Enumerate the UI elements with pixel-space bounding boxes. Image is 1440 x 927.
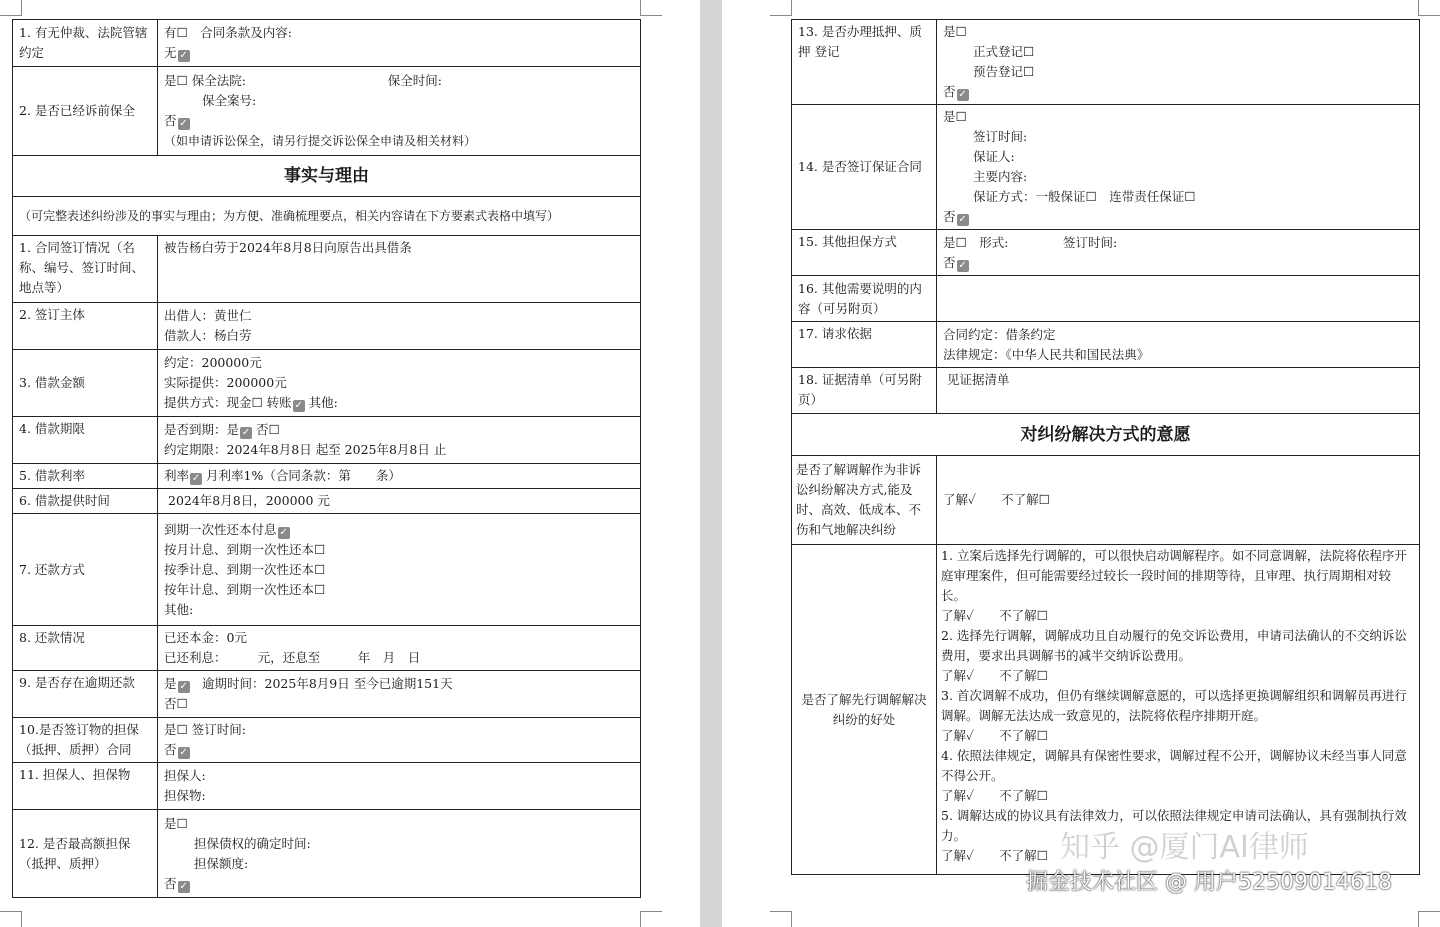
row-label: 5. 借款利率 <box>13 464 158 489</box>
checkbox-checked-icon[interactable]: ✓ <box>191 473 201 484</box>
row-label: 7. 还款方式 <box>13 514 158 626</box>
table-row <box>13 197 641 236</box>
row-label: 15. 其他担保方式 <box>792 230 937 276</box>
table-row <box>792 456 1420 545</box>
table-row: 15. 其他担保方式 是☐ 形式: 签订时间: 否 ✓ <box>792 230 1420 276</box>
checkbox-checked-icon[interactable]: ✓ <box>179 880 188 892</box>
row-label: 12. 是否最高额担保（抵押、质押） <box>13 810 158 898</box>
empty-cell <box>937 276 1420 322</box>
row-label: 1. 合同签订情况（名称、编号、签订时间、地点等） <box>13 236 158 303</box>
checkbox-checked-icon[interactable]: ✓ <box>179 747 188 758</box>
table-row: 1. 有无仲裁、法院管辖约定 有☐ 合同条款及内容: 无 ✓ <box>13 20 641 67</box>
row-label: 13. 是否办理抵押、质押 登记 <box>792 20 937 105</box>
row-label: 6. 借款提供时间 <box>13 489 158 514</box>
row-label: 4. 借款期限 <box>13 417 158 464</box>
table-row: 9. 是否存在逾期还款 是 ✓ 逾期时间：2025年8月9日 至今已逾期151天 否☐ <box>13 671 641 718</box>
section-title: 事实与理由 <box>13 156 641 197</box>
complaint-table-left <box>12 19 641 898</box>
table-row <box>13 236 641 303</box>
row-label: 2. 签订主体 <box>13 303 158 350</box>
row-label: 2. 是否已经诉前保全 <box>13 67 158 156</box>
checkbox-checked-icon[interactable]: ✓ <box>958 89 967 100</box>
table-row: 7. 还款方式 到期一次性还本付息 ✓ 按月计息、到期一次性还本☐ 按季计息、到期一次性还本☐ 按年计息、到期一次性还本☐ 其他: <box>13 514 641 626</box>
table-row <box>792 414 1420 456</box>
row-label: 16. 其他需要说明的内容（可另附页） <box>792 276 937 322</box>
table-row: 17. 请求依据 合同约定：借条约定 法律规定：《中华人民共和国民法典》 <box>792 322 1420 368</box>
left-page <box>0 0 700 927</box>
right-page <box>722 0 1440 927</box>
row-label: 1. 有无仲裁、法院管辖约定 <box>13 20 158 67</box>
checkbox-checked-icon[interactable]: ✓ <box>279 526 288 538</box>
table-row: 3. 借款金额 约定：200000元 实际提供：200000元 提供方式：现金☐ 转账 ✓ 其他: <box>13 350 641 417</box>
table-row: 5. 借款利率 利率 ✓ 月利率1%（合同条款：第 条） <box>13 464 641 489</box>
row-label: 是否了解先行调解解决纠纷的好处 <box>792 545 937 875</box>
row-label: 9. 是否存在逾期还款 <box>13 671 158 718</box>
checkbox-checked-icon[interactable]: ✓ <box>179 681 188 692</box>
table-row <box>792 368 1420 414</box>
row-label: 18. 证据清单（可另附页） <box>792 368 937 414</box>
table-row: 4. 借款期限 是否到期：是 ✓ 否☐ 约定期限：2024年8月8日 起至 2025年8月8日 止 <box>13 417 641 464</box>
table-row: 10.是否签订物的担保（抵押、质押）合同 是☐ 签订时间: 否 ✓ <box>13 718 641 763</box>
table-row: 14. 是否签订保证合同 是☐ 签订时间: 保证人: 主要内容: 保证方式：一般保证☐ 连带责任保证☐ 否 ✓ <box>792 105 1420 230</box>
complaint-table-right <box>791 19 1420 875</box>
row-label: 10.是否签订物的担保（抵押、质押）合同 <box>13 718 158 763</box>
table-row <box>13 156 641 197</box>
evidence-list: 见证据清单 <box>937 368 1420 414</box>
checkbox-checked-icon[interactable]: ✓ <box>179 118 188 129</box>
table-row: 2. 签订主体 出借人：黄世仁 借款人：杨白劳 <box>13 303 641 350</box>
table-row: 13. 是否办理抵押、质押 登记 是☐ 正式登记☐ 预告登记☐ 否 ✓ <box>792 20 1420 105</box>
table-row: 是否了解先行调解解决纠纷的好处 1. 立案后选择先行调解的，可以很快启动调解程序。如不同意调解，法院将依程序开庭审理案件，但可能需要经过较长一段时间的排期等待，且审理、执行周期相对较长。 了解✓ 不了解☐ 2. 选择先行调解，调解成功且自动履行的免交诉讼费用，申请司法确认的不交纳诉讼费用，要求出具调解书的减半交纳诉讼费用。 了解✓ 不了解☐ 3. 首次调解不成功，但仍有继续调解意愿的，可以选择更换调解组织和调解员再进行调解。调解无法达成一致意见的，法院将依程序排期开庭。 了解✓ 不了解☐ 4. 依照法律规定，调解具有保密性要求，调解过程不公开，调解协议未经当事人同意不得公开。 了解✓ 不了解☐ 5. 调解达成的协议具有法律效力，可以依照法律规定申请司法确认，具有强制执行效力。 了解✓ 不了解☐ <box>792 545 1420 875</box>
checkbox-checked-icon[interactable]: ✓ <box>179 50 188 61</box>
row-label: 是否了解调解作为非诉讼纠纷解决方式,能及时、高效、低成本、不伤和气地解决纠纷 <box>792 456 937 545</box>
section-note: （可完整表述纠纷涉及的事实与理由；为方便、准确梳理要点，相关内容请在下方要素式表格中填写） <box>13 197 641 236</box>
row-label: 11. 担保人、担保物 <box>13 763 158 810</box>
row-label: 14. 是否签订保证合同 <box>792 105 937 230</box>
table-row: 2. 是否已经诉前保全 是☐ 保全法院: 保全时间: 保全案号: 否 ✓ （如申请诉讼保全，请另行提交诉讼保全申请及相关材料） <box>13 67 641 156</box>
row-label: 8. 还款情况 <box>13 626 158 671</box>
table-row: 11. 担保人、担保物 担保人: 担保物: <box>13 763 641 810</box>
table-row <box>792 276 1420 322</box>
table-row: 12. 是否最高额担保（抵押、质押） 是☐ 担保债权的确定时间: 担保额度: 否 ✓ <box>13 810 641 898</box>
contract-info: 被告杨白劳于2024年8月8日向原告出具借条 <box>158 236 641 303</box>
row-label: 17. 请求依据 <box>792 322 937 368</box>
watermark-juejin: 掘金技术社区 @ 用户52509014618 <box>1026 870 1392 895</box>
checkbox-checked-icon[interactable]: ✓ <box>958 214 967 225</box>
checkbox-checked-icon[interactable]: ✓ <box>294 400 303 411</box>
table-row: 8. 还款情况 已还本金：0元 已还利息： 元，还息至 年 月 日 <box>13 626 641 671</box>
watermark-zhihu: 知乎 @厦门AI律师 <box>1060 830 1309 865</box>
checkbox-checked-icon[interactable]: ✓ <box>958 259 967 271</box>
section-title: 对纠纷解决方式的意愿 <box>792 414 1420 456</box>
row-label: 3. 借款金额 <box>13 350 158 417</box>
answer: 了解✓ 不了解☐ <box>937 456 1420 545</box>
table-row: 6. 借款提供时间 2024年8月8日，200000 元 <box>13 489 641 514</box>
checkbox-checked-icon[interactable]: ✓ <box>241 427 251 438</box>
